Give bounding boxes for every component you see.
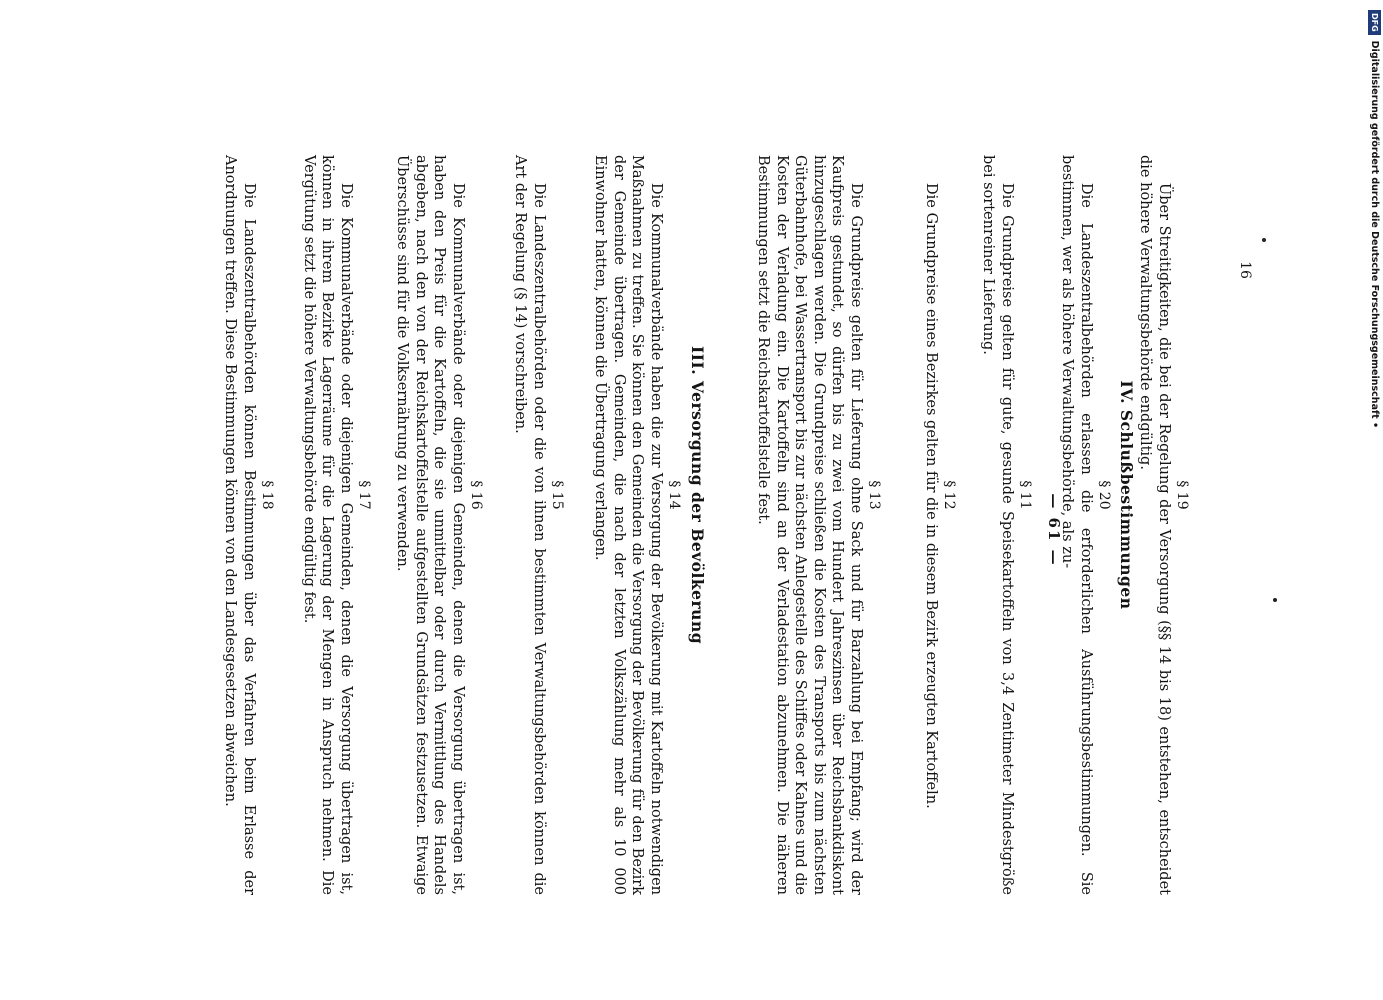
- section-15-number: § 15: [549, 480, 565, 510]
- heading-versorgung: III. Versorgung der Bevölkerung: [688, 345, 707, 645]
- signature-mark: 16: [1236, 261, 1253, 279]
- section-17-number: § 17: [356, 480, 372, 510]
- paragraph: Die Grundpreise gelten für gute, gesunde Speisekartoffeln von 3,4 Zentimeter Mindestgröße bei sortenreiner Lieferung.: [980, 155, 1015, 895]
- digitization-credit: [1366, 10, 1383, 429]
- paragraph: Die Grundpreise gelten für Lieferung ohne Sack und für Barzahlung bei Empfang; wird der Kaufpreis gestundet, so dürfen bis zu zwei vom Hundert Jahreszinsen über Reichsbankdiskont hinzugeschlagen werden. Die Grundpreise schließen die Kosten des Transports bis zum nächsten Güterbahnhofe, bei Wassertransport bis zur nächsten Anlegestelle des Schiffes oder Kahnes und die Kosten der Verladung ein. Die Kartoffeln sind an der Verladestation abzunehmen. Die näheren Bestimmungen setzt die Reichskartoffelstelle fest.: [755, 155, 864, 895]
- paragraph: Die Landeszentralbehörden können Bestimmungen über das Verfahren beim Erlasse der Anordnungen treffen. Diese Bestimmungen können von den Landesgesetzen abweichen.: [222, 155, 257, 895]
- section-18-text: [221, 155, 258, 895]
- paragraph: Die Landeszentralbehörden erlassen die erforderlichen Ausführungsbestimmungen. Sie bestimmen, wer als höhere Verwaltungsbehörde, als zu-: [1059, 155, 1094, 895]
- dfg-logo: DFG: [1368, 10, 1381, 35]
- paragraph: Die Kommunalverbände haben die zur Versorgung der Bevölkerung mit Kartoffeln notwendigen Maßnahmen zu treffen. Sie können den Gemeinden die Versorgung der Bevölkerung für den Bezirk der Gemeinde übertragen. Gemeinden, die nach der letzten Volkszählung mehr als 10 000 Einwohner hatten, können die Übertragung verlangen.: [592, 155, 664, 895]
- credit-text: Digitalisierung gefördert durch die Deutsche Forschungsgemeinschaft •: [1369, 40, 1380, 429]
- section-20-number: § 20: [1096, 480, 1112, 510]
- section-19-number: § 19: [1174, 480, 1190, 510]
- paragraph: Die Landeszentralbehörden oder die von ihnen bestimmten Verwaltungsbehörden können die Art der Regelung (§ 14) vorschreiben.: [512, 155, 547, 895]
- section-19-text: [1136, 155, 1173, 895]
- paragraph: Die Kommunalverbände oder diejenigen Gemeinden, denen die Versorgung übertragen ist, können in ihrem Bezirke Lagerräume für die Lagerung der Mengen in Anspruch nehmen. Die Vergütung setzt die höhere Verwaltungsbehörde endgültig fest.: [301, 155, 354, 895]
- scan-speck: [1262, 238, 1266, 242]
- rotated-page-continued: [891, 100, 1191, 960]
- credit-text-rotated: [1366, 10, 1382, 429]
- section-16-number: § 16: [468, 480, 484, 510]
- paragraph: Die Grundpreise eines Bezirkes gelten für die in diesem Bezirk erzeugten Kartoffeln.: [923, 183, 939, 809]
- scan-speck: [1273, 598, 1277, 602]
- section-18-number: § 18: [259, 480, 275, 510]
- paragraph: Über Streitigkeiten, die bei der Regelung der Versorgung (§§ 14 bis 18) entstehen, entscheidet die höhere Verwaltungsbehörde endgültig.: [1137, 155, 1172, 895]
- section-11-number: § 11: [1017, 480, 1033, 510]
- section-12-number: § 12: [941, 480, 957, 510]
- section-13-number: § 13: [866, 480, 882, 510]
- page-header: — 61 —: [1045, 493, 1063, 567]
- section-15-text: [511, 155, 548, 895]
- paragraph: Die Kommunalverbände oder diejenigen Gemeinden, denen die Versorgung übertragen ist, haben den Preis für die Kartoffeln, die sie unmittelbar oder durch Vermittlung des Handels abgeben, nach den von der Reichskartoffelstelle aufgestellten Grundsätzen festzusetzen. Etwaige Überschüsse sind für die Volksernährung zu verwenden.: [394, 155, 466, 895]
- heading-schlussbestimmungen: IV. Schlußbestimmungen: [1117, 380, 1136, 610]
- section-14-text: [591, 155, 665, 895]
- section-16-text: [393, 155, 467, 895]
- section-13-text: [754, 155, 865, 895]
- section-17-text: [300, 155, 356, 895]
- section-14-number: § 14: [666, 480, 682, 510]
- section-20-text: [1058, 155, 1095, 895]
